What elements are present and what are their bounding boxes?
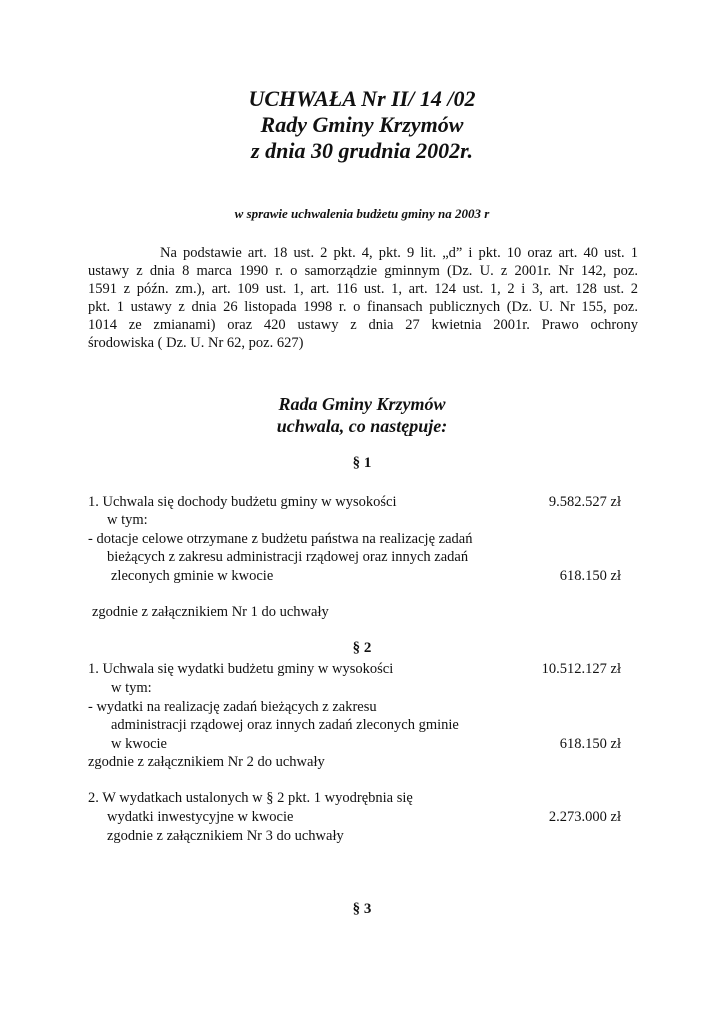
section-2-investment-amount: 2.273.000 zł: [548, 809, 621, 825]
section-2-sub-line: w kwocie: [111, 736, 167, 752]
legal-basis-paragraph: [88, 244, 638, 352]
section-2-sub-line: - wydatki na realizację zadań bieżących z zakresu: [88, 699, 377, 715]
section-1-income-amount: 9.582.527 zł: [548, 494, 621, 510]
section-1-annex-note: zgodnie z załącznikiem Nr 1 do uchwały: [92, 604, 329, 620]
section-2-item-2-line: wydatki inwestycyjne w kwocie: [107, 809, 294, 825]
council-name: Rada Gminy Krzymów: [278, 394, 446, 414]
resolution-subject: w sprawie uchwalenia budżetu gminy na 2003 r: [234, 206, 490, 221]
section-2-delegated-amount: 618.150 zł: [559, 736, 621, 752]
section-1-sub-line: zleconych gminie w kwocie: [111, 568, 274, 584]
section-3-mark: § 3: [352, 901, 372, 917]
preamble-line: pkt. 1 ustawy z dnia 26 listopada 1998 r. o finansach publicznych (Dz. U. Nr 155, poz.: [88, 299, 638, 315]
preamble-line: Na podstawie art. 18 ust. 2 pkt. 4, pkt. 9 lit. „d” i pkt. 10 oraz art. 40 ust. 1: [160, 245, 638, 261]
title-line-number: UCHWAŁA Nr II/ 14 /02: [248, 86, 476, 111]
section-2-expense-label: 1. Uchwala się wydatki budżetu gminy w wysokości: [88, 661, 394, 677]
section-2-item-2-line: 2. W wydatkach ustalonych w § 2 pkt. 1 wyodrębnia się: [88, 790, 413, 806]
section-1-sub-line: bieżących z zakresu administracji rządowej oraz innych zadań: [107, 549, 469, 565]
section-1-income-label: 1. Uchwala się dochody budżetu gminy w wysokości: [88, 494, 397, 510]
section-2-sub-line: administracji rządowej oraz innych zadań zleconych gminie: [111, 717, 459, 733]
preamble-line: 1014 ze zmianami) oraz 420 ustawy z dnia 27 kwietnia 2001r. Prawo ochrony: [88, 317, 638, 333]
section-2-annex-note: zgodnie z załącznikiem Nr 2 do uchwały: [88, 754, 325, 770]
title-line-council: Rady Gminy Krzymów: [260, 112, 464, 137]
section-2-in-that: w tym:: [111, 680, 152, 696]
preamble-line: 1591 z późn. zm.), art. 109 ust. 1, art. 116 ust. 1, art. 124 ust. 1, 2 i 3, art. 128 ust. 2: [88, 281, 638, 297]
section-2-item-2-annex-note: zgodnie z załącznikiem Nr 3 do uchwały: [107, 828, 344, 844]
council-heading: [0, 393, 724, 437]
title-line-date: z dnia 30 grudnia 2002r.: [251, 138, 473, 163]
section-2-mark: § 2: [352, 640, 372, 656]
resolution-title: [0, 86, 724, 164]
section-1-subsidy-amount: 618.150 zł: [559, 568, 621, 584]
council-resolves: uchwala, co następuje:: [276, 416, 448, 436]
section-1-sub-line: - dotacje celowe otrzymane z budżetu państwa na realizację zadań: [88, 531, 473, 547]
section-1-mark: § 1: [352, 455, 372, 471]
section-2-expense-amount: 10.512.127 zł: [541, 661, 621, 677]
preamble-line: ustawy z dnia 8 marca 1990 r. o samorządzie gminnym (Dz. U. z 2001r. Nr 142, poz.: [88, 263, 638, 279]
section-1-in-that: w tym:: [107, 512, 148, 528]
preamble-line: środowiska ( Dz. U. Nr 62, poz. 627): [88, 335, 304, 351]
